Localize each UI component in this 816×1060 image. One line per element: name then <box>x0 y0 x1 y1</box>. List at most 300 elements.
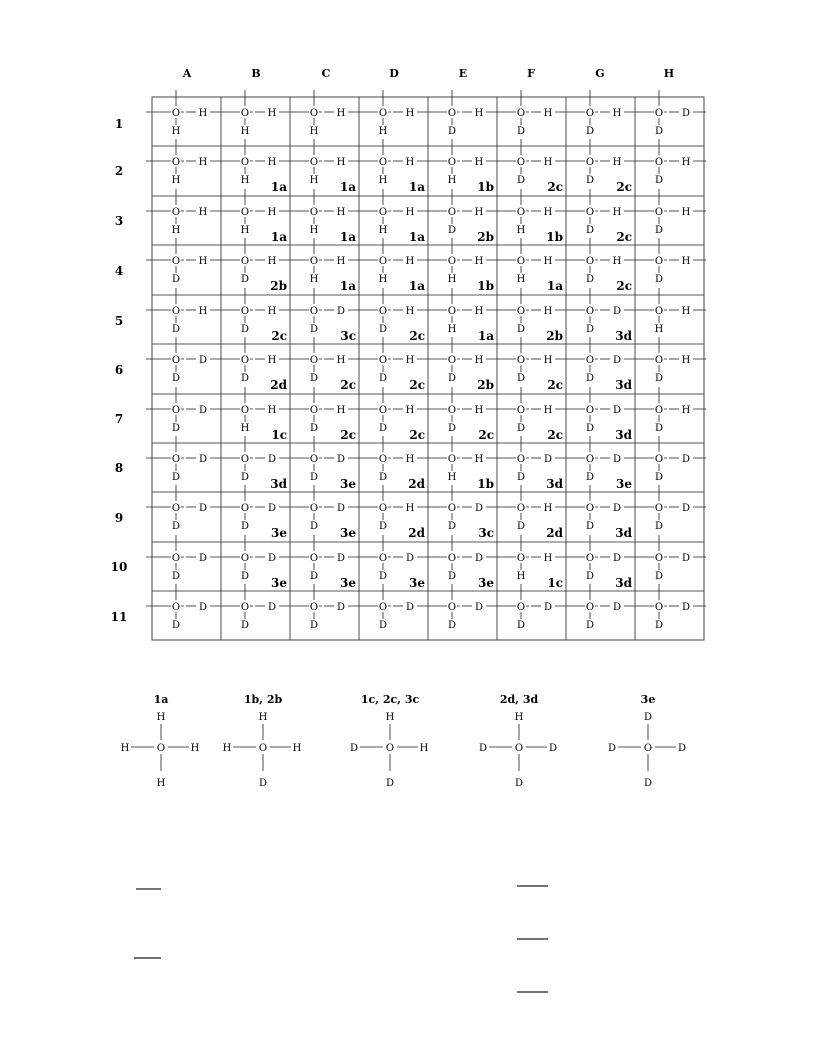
oxygen-atom: O <box>516 157 526 168</box>
species-label: 1a <box>339 180 356 194</box>
species-label: 3c <box>340 329 356 343</box>
atom-right-D: D <box>336 503 346 514</box>
grid-cell-G6 <box>585 337 633 392</box>
oxygen-atom: O <box>654 108 664 119</box>
row-header-3: 3 <box>114 214 124 228</box>
atom-down-H: H <box>447 324 457 335</box>
grid-cell-C9 <box>309 485 356 540</box>
oxygen-atom: O <box>447 503 457 514</box>
atom-down-D: D <box>378 423 388 434</box>
oxygen-atom: O <box>240 256 250 267</box>
atom-right-H: H <box>612 207 622 218</box>
grid-cell-D7 <box>378 387 425 442</box>
oxygen-atom: O <box>309 157 319 168</box>
atom-down-H: H <box>654 324 664 335</box>
oxygen-atom: O <box>516 306 526 317</box>
oxygen-atom: O <box>240 207 250 218</box>
oxygen-atom: O <box>516 256 526 267</box>
atom-right-D: D <box>336 306 346 317</box>
atom-right-H: H <box>405 207 415 218</box>
atom-top: D <box>643 712 653 723</box>
atom-right-H: H <box>543 355 553 366</box>
oxygen-atom: O <box>516 207 526 218</box>
oxygen-atom: O <box>516 503 526 514</box>
oxygen-atom: O <box>171 454 181 465</box>
atom-down-D: D <box>171 324 181 335</box>
atom-down-D: D <box>240 521 250 532</box>
grid-cell-E3 <box>447 189 494 244</box>
atom-down-D: D <box>654 126 664 137</box>
oxygen-atom: O <box>585 553 595 564</box>
species-label: 3e <box>340 576 356 590</box>
atom-down-D: D <box>516 126 526 137</box>
atom-down-D: D <box>171 373 181 384</box>
column-header-D: D <box>389 67 399 80</box>
atom-right-D: D <box>474 602 484 613</box>
oxygen-atom: O <box>516 108 526 119</box>
atom-down-D: D <box>240 472 250 483</box>
grid-cell-E8 <box>447 436 494 491</box>
oxygen-atom: O <box>654 405 664 416</box>
atom-right-H: H <box>198 256 208 267</box>
oxygen-atom: O <box>447 454 457 465</box>
row-header-8: 8 <box>114 461 124 475</box>
atom-down-H: H <box>240 126 250 137</box>
species-label: 1a <box>408 230 425 244</box>
atom-down-D: D <box>240 373 250 384</box>
atom-left: D <box>478 743 488 754</box>
oxygen-atom: O <box>171 503 181 514</box>
atom-right-H: H <box>474 306 484 317</box>
grid-cell-D10 <box>378 535 425 590</box>
atom-down-H: H <box>447 274 457 285</box>
atom-right-D: D <box>336 553 346 564</box>
atom-down-D: D <box>516 472 526 483</box>
atom-right-H: H <box>543 553 553 564</box>
species-label: 2c <box>271 329 287 343</box>
atom-right-H: H <box>612 256 622 267</box>
grid-cell-G5 <box>585 288 633 343</box>
oxygen-atom: O <box>378 602 388 613</box>
oxygen-atom: O <box>516 602 526 613</box>
species-label: 2c <box>340 428 356 442</box>
atom-down-D: D <box>240 324 250 335</box>
atom-down-H: H <box>378 225 388 236</box>
atom-right-H: H <box>198 108 208 119</box>
oxygen-atom: O <box>378 355 388 366</box>
oxygen-atom: O <box>378 306 388 317</box>
oxygen-atom: O <box>585 108 595 119</box>
oxygen-atom: O <box>378 503 388 514</box>
atom-right-H: H <box>267 157 277 168</box>
atom-down-D: D <box>309 324 319 335</box>
oxygen-atom: O <box>378 454 388 465</box>
species-label: 3d <box>270 477 287 491</box>
grid-cell-B7 <box>240 387 287 442</box>
oxygen-atom: O <box>654 306 664 317</box>
species-label: 2b <box>477 378 494 392</box>
atom-right-H: H <box>405 157 415 168</box>
species-label: 1b <box>477 477 494 491</box>
atom-down-D: D <box>447 620 457 631</box>
oxygen-atom: O <box>654 454 664 465</box>
atom-right-H: H <box>267 405 277 416</box>
oxygen-atom: O <box>654 207 664 218</box>
atom-down-D: D <box>309 571 319 582</box>
atom-down-D: D <box>378 373 388 384</box>
atom-down-H: H <box>309 175 319 186</box>
species-label: 2c <box>340 378 356 392</box>
oxygen-atom: O <box>378 405 388 416</box>
grid-cell-D6 <box>378 337 425 392</box>
atom-right-H: H <box>474 207 484 218</box>
atom-down-H: H <box>309 225 319 236</box>
grid-cell-B3 <box>240 189 287 244</box>
atom-right-H: H <box>543 157 553 168</box>
atom-right-D: D <box>474 503 484 514</box>
grid-cell-C8 <box>309 436 356 491</box>
oxygen-atom: O <box>309 207 319 218</box>
atom-bottom: D <box>643 778 653 789</box>
molecule-2 <box>223 693 302 789</box>
grid-cell-B4 <box>240 238 287 293</box>
molecule-1 <box>121 693 200 789</box>
atom-down-D: D <box>171 620 181 631</box>
species-label: 3d <box>615 526 632 540</box>
atom-center: O <box>385 743 395 754</box>
oxygen-atom: O <box>516 553 526 564</box>
atom-left: D <box>349 743 359 754</box>
molecule-4 <box>479 693 557 789</box>
atom-down-D: D <box>654 175 664 186</box>
species-label: 2c <box>478 428 494 442</box>
atom-bottom: D <box>385 778 395 789</box>
atom-right-D: D <box>612 454 622 465</box>
oxygen-atom: O <box>654 256 664 267</box>
grid-cell-G7 <box>585 387 633 442</box>
grid-cell-F6 <box>516 337 563 392</box>
species-label: 3d <box>546 477 563 491</box>
atom-down-D: D <box>447 423 457 434</box>
atom-right-D: D <box>198 553 208 564</box>
species-label: 3e <box>616 477 632 491</box>
atom-down-H: H <box>309 126 319 137</box>
oxygen-atom: O <box>516 405 526 416</box>
column-header-E: E <box>458 67 468 80</box>
column-header-G: G <box>595 67 605 80</box>
species-label: 3e <box>478 576 494 590</box>
grid-cell-F9 <box>516 485 564 540</box>
oxygen-atom: O <box>447 108 457 119</box>
atom-down-D: D <box>378 571 388 582</box>
atom-down-H: H <box>516 225 526 236</box>
oxygen-atom: O <box>309 454 319 465</box>
atom-down-D: D <box>585 620 595 631</box>
atom-right-H: H <box>336 157 346 168</box>
oxygen-atom: O <box>171 207 181 218</box>
row-header-10: 10 <box>110 560 128 574</box>
atom-down-D: D <box>585 126 595 137</box>
atom-right-H: H <box>267 256 277 267</box>
atom-right-H: H <box>474 405 484 416</box>
atom-right-H: H <box>681 355 691 366</box>
atom-right-H: H <box>336 355 346 366</box>
atom-right-D: D <box>267 454 277 465</box>
species-label: 1a <box>408 279 425 293</box>
atom-down-D: D <box>516 324 526 335</box>
atom-right-H: H <box>405 256 415 267</box>
grid-cell-C10 <box>309 535 356 590</box>
grid-cell-F4 <box>516 238 563 293</box>
atom-down-D: D <box>309 423 319 434</box>
species-label: 2d <box>408 477 425 491</box>
atom-right-D: D <box>405 553 415 564</box>
atom-down-D: D <box>309 373 319 384</box>
atom-right-H: H <box>405 454 415 465</box>
grid-cell-E4 <box>447 238 494 293</box>
oxygen-atom: O <box>240 306 250 317</box>
grid-cell-F5 <box>516 288 563 343</box>
species-label: 3e <box>340 477 356 491</box>
atom-right-D: D <box>198 503 208 514</box>
atom-center: O <box>643 743 653 754</box>
row-header-11: 11 <box>110 610 128 624</box>
atom-right-H: H <box>405 405 415 416</box>
atom-down-D: D <box>240 571 250 582</box>
grid-cell-E9 <box>447 485 494 540</box>
atom-right-D: D <box>612 602 622 613</box>
atom-center: O <box>258 743 268 754</box>
atom-down-D: D <box>585 225 595 236</box>
atom-right-D: D <box>681 454 691 465</box>
oxygen-atom: O <box>378 108 388 119</box>
atom-down-D: D <box>240 620 250 631</box>
atom-right-H: H <box>612 108 622 119</box>
oxygen-atom: O <box>171 157 181 168</box>
oxygen-atom: O <box>447 355 457 366</box>
oxygen-atom: O <box>240 503 250 514</box>
atom-top: H <box>385 712 395 723</box>
atom-right-H: H <box>336 108 346 119</box>
atom-down-D: D <box>378 521 388 532</box>
oxygen-atom: O <box>378 553 388 564</box>
atom-down-D: D <box>654 521 664 532</box>
oxygen-atom: O <box>447 306 457 317</box>
species-label: 2c <box>547 378 563 392</box>
atom-right-D: D <box>474 553 484 564</box>
grid-cell-C2 <box>309 139 356 194</box>
atom-down-D: D <box>447 571 457 582</box>
atom-down-D: D <box>171 571 181 582</box>
atom-right-H: H <box>474 256 484 267</box>
grid-cell-C7 <box>309 387 356 442</box>
atom-right: D <box>677 743 687 754</box>
atom-down-D: D <box>309 521 319 532</box>
molecule-5 <box>608 693 686 789</box>
atom-right-D: D <box>612 405 622 416</box>
oxygen-atom: O <box>447 553 457 564</box>
species-label: 1a <box>546 279 563 293</box>
atom-right-H: H <box>267 108 277 119</box>
atom-right-D: D <box>543 602 553 613</box>
atom-bottom: D <box>514 778 524 789</box>
row-header-9: 9 <box>114 511 124 525</box>
grid-cell-E10 <box>447 535 494 590</box>
species-label: 3d <box>615 576 632 590</box>
grid-cell-G2 <box>585 139 632 194</box>
row-header-5: 5 <box>114 314 124 328</box>
atom-down-H: H <box>447 472 457 483</box>
oxygen-atom: O <box>309 405 319 416</box>
column-header-B: B <box>251 67 261 80</box>
grid-cell-D3 <box>378 189 425 244</box>
atom-top: H <box>156 712 166 723</box>
oxygen-atom: O <box>654 553 664 564</box>
species-label: 3c <box>478 526 494 540</box>
atom-right-D: D <box>681 503 691 514</box>
oxygen-atom: O <box>378 256 388 267</box>
oxygen-atom: O <box>585 157 595 168</box>
species-label: 1c <box>547 576 563 590</box>
species-label: 1b <box>477 279 494 293</box>
column-header-A: A <box>182 67 192 80</box>
atom-down-H: H <box>447 175 457 186</box>
oxygen-atom: O <box>654 157 664 168</box>
species-label: 3d <box>615 378 632 392</box>
grid-cell-B8 <box>240 436 288 491</box>
oxygen-atom: O <box>171 256 181 267</box>
oxygen-atom: O <box>171 602 181 613</box>
atom-down-D: D <box>378 324 388 335</box>
oxygen-atom: O <box>240 355 250 366</box>
grid-cell-G10 <box>585 535 633 590</box>
atom-right-H: H <box>336 207 346 218</box>
row-header-6: 6 <box>114 363 124 377</box>
oxygen-atom: O <box>585 256 595 267</box>
atom-right-H: H <box>681 256 691 267</box>
grid-cell-G3 <box>585 189 632 244</box>
grid-cell-F3 <box>516 189 563 244</box>
atom-right-H: H <box>405 108 415 119</box>
atom-down-D: D <box>171 472 181 483</box>
atom-right: D <box>548 743 558 754</box>
atom-down-H: H <box>516 274 526 285</box>
grid-cell-E2 <box>447 139 494 194</box>
molecule-title: 3e <box>640 693 656 706</box>
atom-down-H: H <box>171 225 181 236</box>
atom-down-D: D <box>516 373 526 384</box>
atom-right-H: H <box>336 405 346 416</box>
species-label: 2c <box>547 180 563 194</box>
atom-right-H: H <box>267 306 277 317</box>
atom-right-H: H <box>405 503 415 514</box>
atom-right-D: D <box>612 553 622 564</box>
species-label: 1a <box>270 230 287 244</box>
atom-down-H: H <box>171 126 181 137</box>
species-label: 3d <box>615 329 632 343</box>
oxygen-atom: O <box>309 503 319 514</box>
atom-right-D: D <box>405 602 415 613</box>
species-label: 1a <box>339 279 356 293</box>
atom-down-H: H <box>378 175 388 186</box>
atom-right-D: D <box>681 108 691 119</box>
atom-down-D: D <box>447 225 457 236</box>
oxygen-atom: O <box>240 454 250 465</box>
grid <box>111 67 706 640</box>
grid-cell-E6 <box>447 337 494 392</box>
atom-down-D: D <box>516 620 526 631</box>
column-header-C: C <box>321 67 331 80</box>
atom-down-H: H <box>309 274 319 285</box>
grid-cell-E5 <box>447 288 494 343</box>
atom-down-D: D <box>654 373 664 384</box>
oxygen-atom: O <box>378 207 388 218</box>
atom-right-D: D <box>267 553 277 564</box>
atom-right-H: H <box>543 207 553 218</box>
atom-right-D: D <box>198 454 208 465</box>
row-header-7: 7 <box>114 412 124 426</box>
atom-left: D <box>607 743 617 754</box>
grid-cell-B10 <box>240 535 287 590</box>
molecule-title: 2d, 3d <box>499 693 539 706</box>
atom-right-D: D <box>198 405 208 416</box>
atom-down-H: H <box>378 274 388 285</box>
atom-right-H: H <box>474 454 484 465</box>
atom-left: H <box>222 743 232 754</box>
oxygen-atom: O <box>309 108 319 119</box>
atom-left: H <box>120 743 130 754</box>
atom-down-D: D <box>585 571 595 582</box>
atom-right-H: H <box>612 157 622 168</box>
atom-right-H: H <box>681 207 691 218</box>
grid-cell-F8 <box>516 436 564 491</box>
atom-down-D: D <box>447 126 457 137</box>
atom-down-D: D <box>171 521 181 532</box>
species-label: 3e <box>271 576 287 590</box>
species-label: 2c <box>409 378 425 392</box>
grid-cell-F2 <box>516 139 563 194</box>
atom-right-H: H <box>267 207 277 218</box>
species-label: 1a <box>270 180 287 194</box>
oxygen-atom: O <box>309 256 319 267</box>
grid-cell-D4 <box>378 238 425 293</box>
atom-down-D: D <box>654 620 664 631</box>
oxygen-atom: O <box>171 306 181 317</box>
atom-right-D: D <box>336 602 346 613</box>
atom-down-D: D <box>516 423 526 434</box>
atom-down-D: D <box>309 472 319 483</box>
atom-down-D: D <box>378 472 388 483</box>
atom-right-H: H <box>474 108 484 119</box>
grid-cell-F7 <box>516 387 563 442</box>
atom-down-D: D <box>585 472 595 483</box>
atom-right-H: H <box>681 405 691 416</box>
oxygen-atom: O <box>309 306 319 317</box>
atom-down-D: D <box>654 225 664 236</box>
molecule-title: 1c, 2c, 3c <box>360 693 420 706</box>
molecule-title: 1b, 2b <box>243 693 283 706</box>
atom-right-H: H <box>681 157 691 168</box>
oxygen-atom: O <box>585 454 595 465</box>
atom-right-H: H <box>267 355 277 366</box>
grid-cell-G4 <box>585 238 632 293</box>
column-header-F: F <box>527 67 535 80</box>
row-header-4: 4 <box>114 264 124 278</box>
column-header-H: H <box>663 67 675 80</box>
oxygen-atom: O <box>240 602 250 613</box>
grid-cell-G9 <box>585 485 633 540</box>
oxygen-atom: O <box>516 454 526 465</box>
